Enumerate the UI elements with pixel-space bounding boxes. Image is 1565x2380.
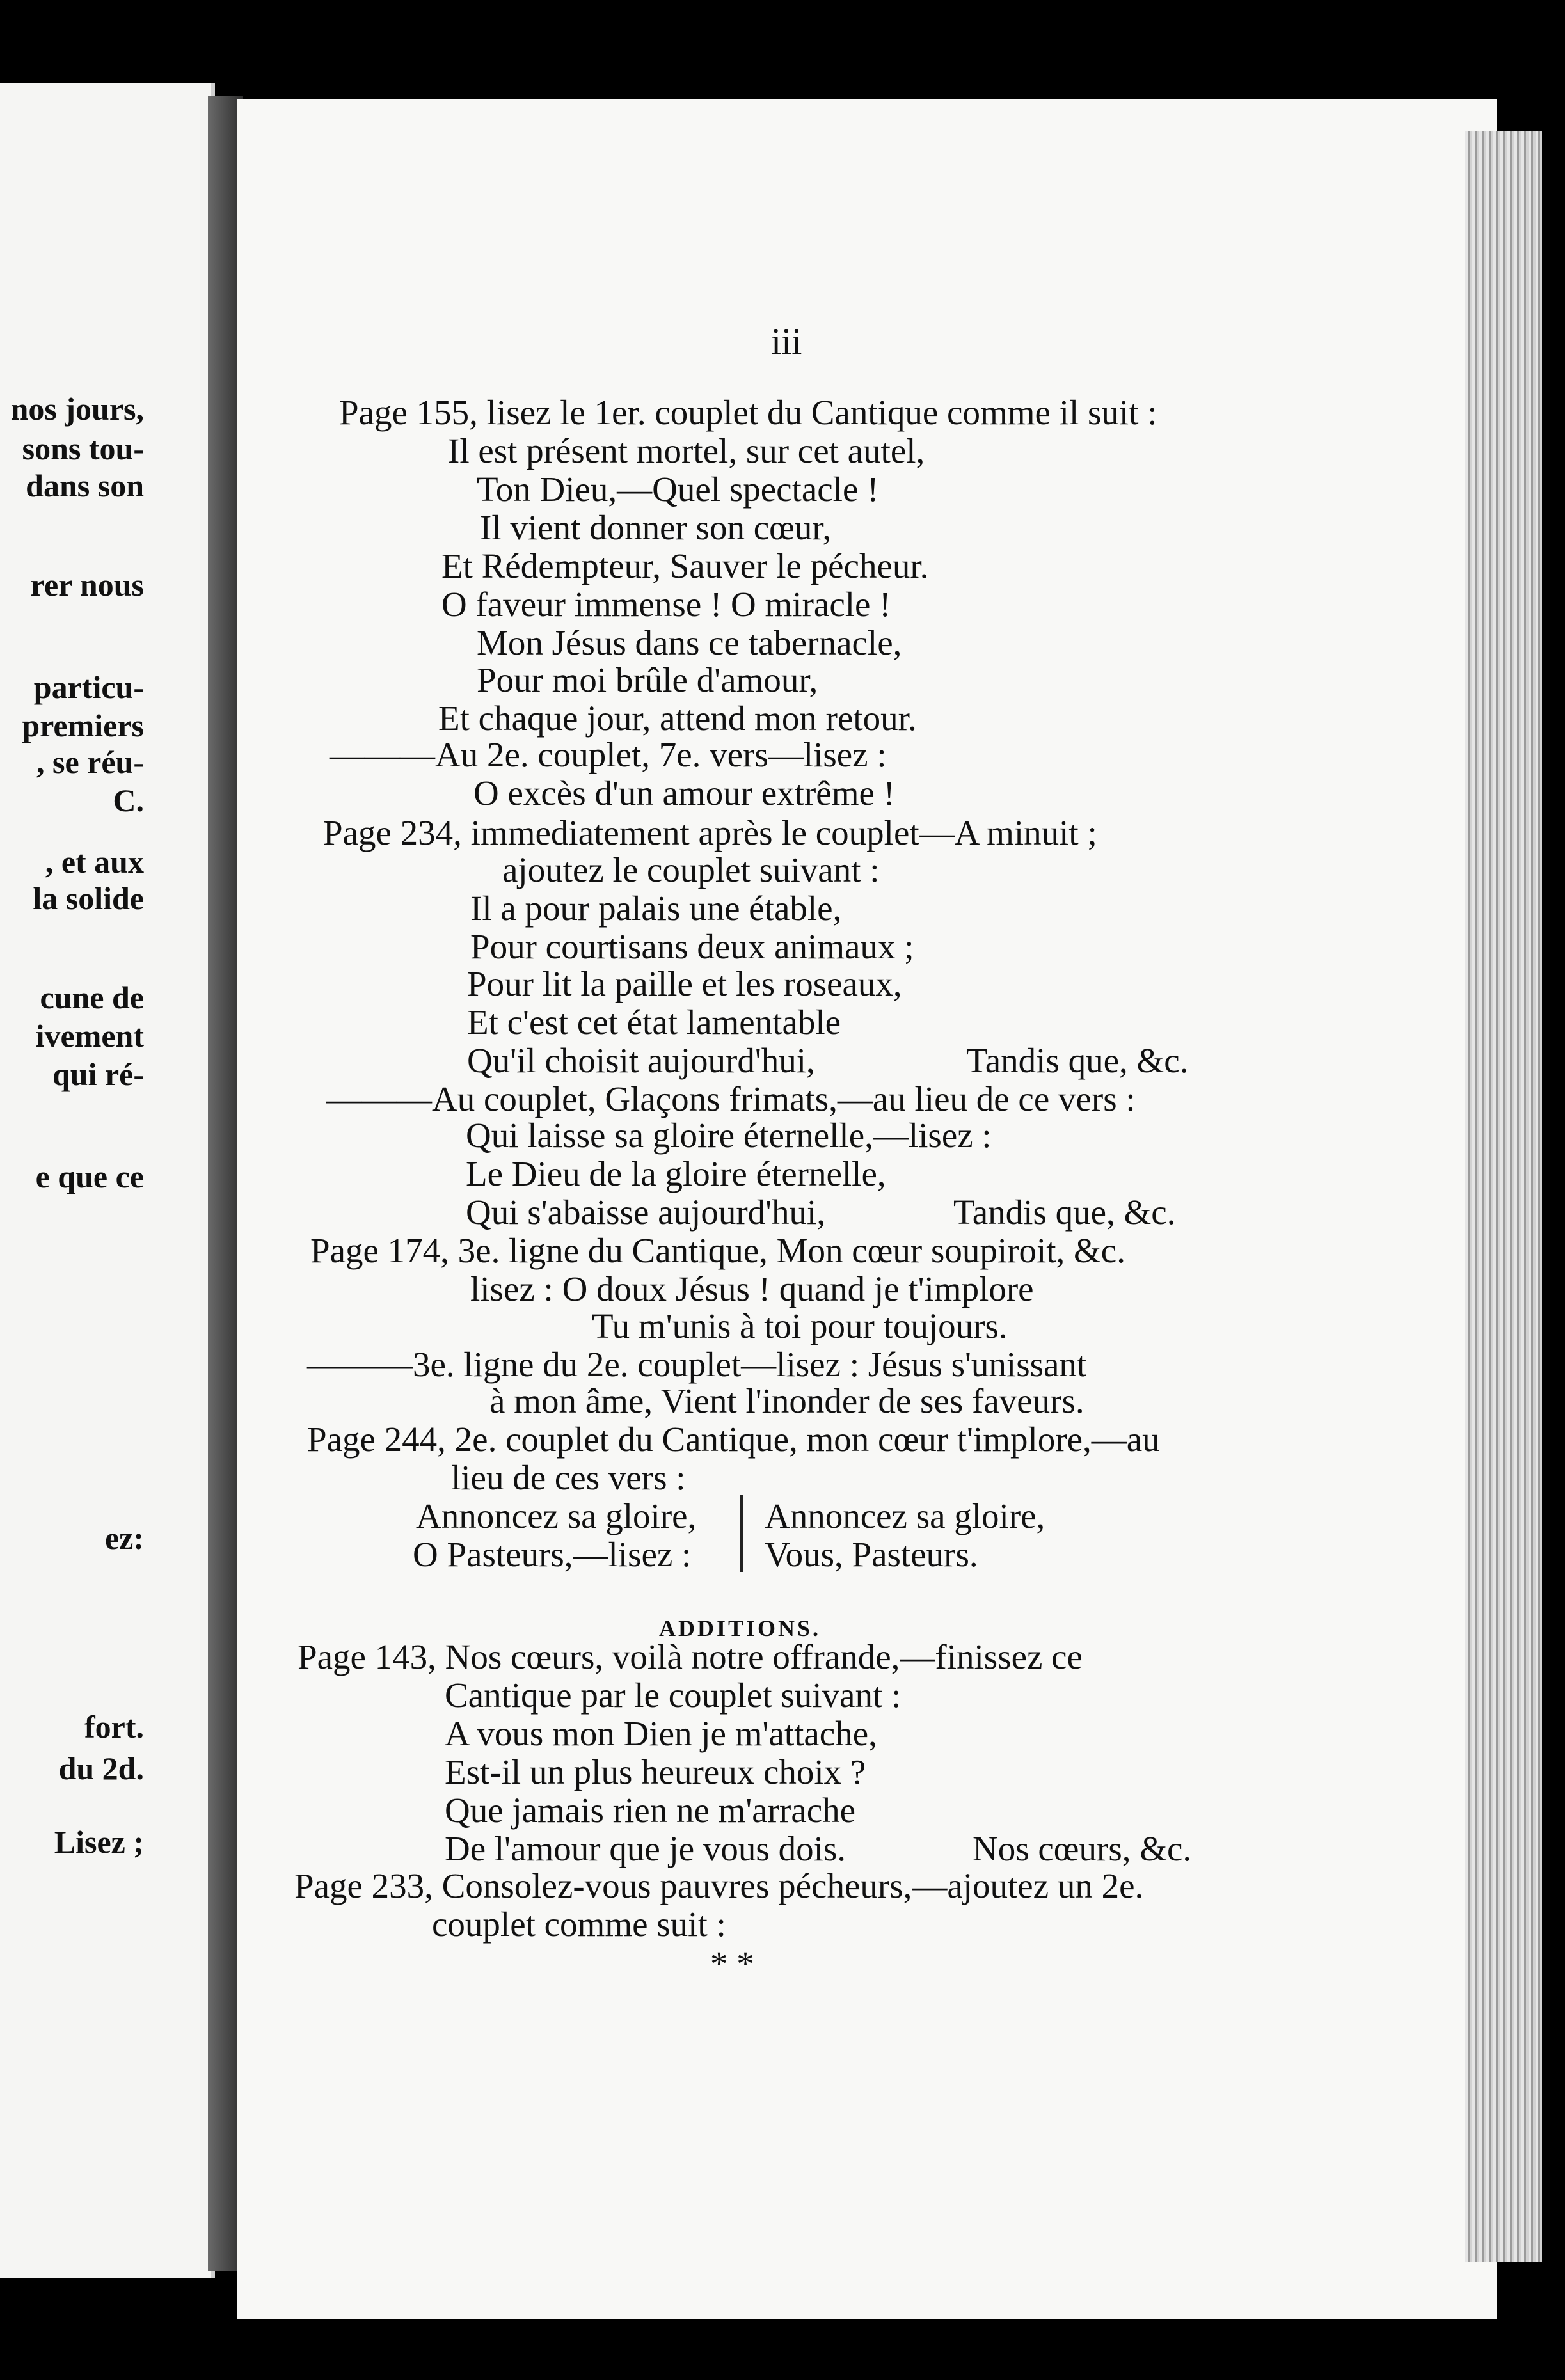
left-page-line: sons tou- bbox=[22, 431, 144, 466]
text-line: ———3e. ligne du 2e. couplet—lisez : Jésus s'unissant bbox=[307, 1345, 1087, 1384]
text-line: Page 174, 3e. ligne du Cantique, Mon cœur soupiroit, &c. bbox=[310, 1231, 1125, 1270]
left-page-line: cune de bbox=[40, 980, 144, 1015]
text-line: Pour courtisans deux animaux ; bbox=[470, 927, 914, 966]
text-line: Le Dieu de la gloire éternelle, bbox=[466, 1154, 886, 1193]
text-line: à mon âme, Vient l'inonder de ses faveurs. bbox=[489, 1381, 1084, 1420]
left-page-line: dans son bbox=[26, 468, 144, 504]
text-line: Cantique par le couplet suivant : bbox=[445, 1676, 902, 1715]
text-line: Ton Dieu,—Quel spectacle ! bbox=[477, 470, 879, 509]
text-line: Pour moi brûle d'amour, bbox=[477, 660, 818, 699]
text-line: ———Au couplet, Glaçons frimats,—au lieu de ce vers : bbox=[326, 1079, 1136, 1118]
text-line: Est-il un plus heureux choix ? bbox=[445, 1752, 866, 1791]
text-line: Nos cœurs, &c. bbox=[973, 1829, 1192, 1868]
left-page-line: la solide bbox=[33, 880, 144, 916]
text-line: Qu'il choisit aujourd'hui, bbox=[467, 1041, 815, 1080]
text-line: Et Rédempteur, Sauver le pécheur. bbox=[441, 546, 929, 585]
left-page-line: premiers bbox=[22, 708, 144, 743]
left-page-line: fort. bbox=[84, 1709, 144, 1745]
text-line: Qui laisse sa gloire éternelle,—lisez : bbox=[466, 1116, 992, 1155]
left-page-line: du 2d. bbox=[58, 1750, 144, 1786]
text-line: De l'amour que je vous dois. bbox=[445, 1829, 846, 1868]
page-number: iii bbox=[771, 321, 802, 362]
text-line: ajoutez le couplet suivant : bbox=[502, 850, 880, 889]
text-line: Annoncez sa gloire, bbox=[765, 1496, 1045, 1535]
text-line: Annoncez sa gloire, bbox=[416, 1496, 697, 1535]
text-line: Tandis que, &c. bbox=[966, 1041, 1189, 1080]
page-edge bbox=[1465, 131, 1542, 2262]
left-page-line: Lisez ; bbox=[54, 1824, 144, 1860]
text-line: Il est présent mortel, sur cet autel, bbox=[448, 431, 925, 470]
text-line: Page 233, Consolez-vous pauvres pécheurs,—ajoutez un 2e. bbox=[294, 1866, 1144, 1905]
additions-heading: ADDITIONS. bbox=[659, 1615, 822, 1641]
text-line: Tandis que, &c. bbox=[953, 1193, 1176, 1232]
left-page-line: , se réu- bbox=[36, 744, 144, 780]
text-line: Page 244, 2e. couplet du Cantique, mon cœur t'implore,—au bbox=[307, 1420, 1160, 1459]
text-line: Pour lit la paille et les roseaux, bbox=[467, 964, 902, 1003]
text-line: Tu m'unis à toi pour toujours. bbox=[592, 1306, 1008, 1345]
text-line: Page 143, Nos cœurs, voilà notre offrande,—finissez ce bbox=[298, 1637, 1083, 1676]
left-page-line: ez: bbox=[104, 1520, 144, 1556]
text-line: couplet comme suit : bbox=[432, 1905, 726, 1944]
text-line: Mon Jésus dans ce tabernacle, bbox=[477, 623, 902, 662]
left-page-line: nos jours, bbox=[10, 391, 144, 427]
left-page-line: rer nous bbox=[30, 567, 144, 603]
text-line: O excès d'un amour extrême ! bbox=[473, 774, 895, 813]
left-page-line: qui ré- bbox=[52, 1056, 144, 1092]
text-line: Il a pour palais une étable, bbox=[470, 889, 842, 928]
text-line: Page 234, immediatement après le couplet—A minuit ; bbox=[323, 813, 1097, 852]
text-line: O faveur immense ! O miracle ! bbox=[441, 585, 891, 624]
text-line: lisez : O doux Jésus ! quand je t'implore bbox=[470, 1269, 1034, 1308]
text-line: Et c'est cet état lamentable bbox=[467, 1003, 841, 1042]
left-page-line: particu- bbox=[33, 669, 144, 705]
left-page-text bbox=[0, 0, 144, 2380]
text-line: ———Au 2e. couplet, 7e. vers—lisez : bbox=[330, 735, 887, 774]
left-page-line: C. bbox=[113, 782, 144, 818]
text-line: lieu de ces vers : bbox=[451, 1458, 686, 1497]
left-page-line: , et aux bbox=[45, 844, 144, 880]
left-page-line: e que ce bbox=[35, 1159, 144, 1194]
brace-divider bbox=[740, 1495, 743, 1572]
text-line: Vous, Pasteurs. bbox=[765, 1535, 978, 1574]
text-line: Qui s'abaisse aujourd'hui, bbox=[466, 1193, 826, 1232]
text-line: O Pasteurs,—lisez : bbox=[413, 1535, 692, 1574]
text-line: Et chaque jour, attend mon retour. bbox=[438, 699, 917, 738]
text-line: Il vient donner son cœur, bbox=[480, 508, 832, 547]
left-page-line: ivement bbox=[35, 1018, 144, 1054]
text-line: Page 155, lisez le 1er. couplet du Cantique comme il suit : bbox=[339, 393, 1157, 432]
text-line: A vous mon Dien je m'attache, bbox=[445, 1714, 877, 1753]
text-line: * * bbox=[710, 1944, 754, 1983]
text-line: Que jamais rien ne m'arrache bbox=[445, 1791, 856, 1830]
